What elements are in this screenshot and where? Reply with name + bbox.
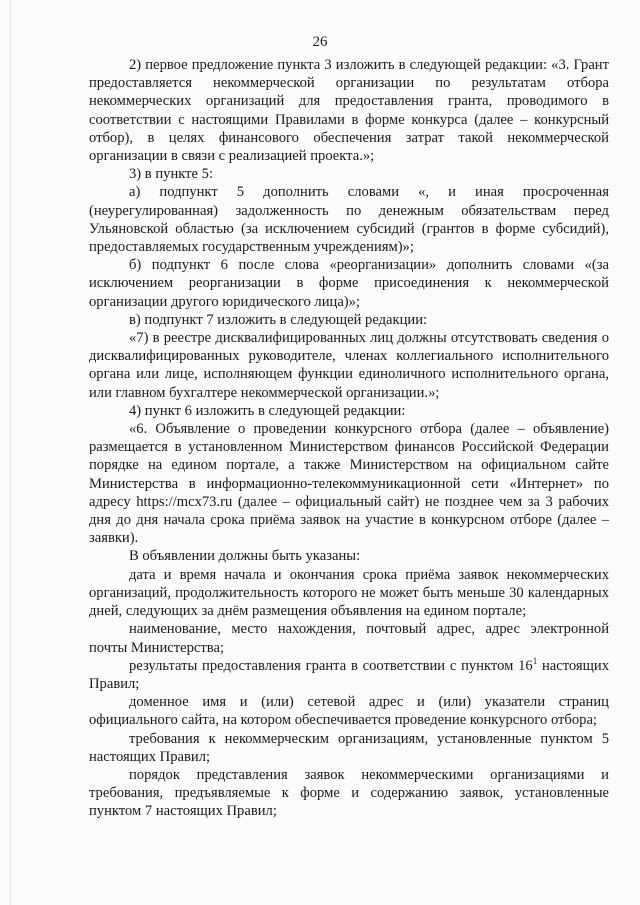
paragraph: требования к некоммерческим организациям, установленные пунктом 5 настоящих Правил; [89,730,609,765]
paragraph: а) подпункт 5 дополнить словами «, и иная просроченная (неурегулированная) задолженность по денежным обязательствам перед Ульяновской областью (за исключением субсидий (грантов в форме субсидий), предоставляемых государственным учреждениям)»; [89,184,609,256]
results-text-end: настоящих Правил; [89,657,609,692]
results-text: результаты предоставления гранта в соответствии с пунктом 16 [129,657,533,674]
paragraph: доменное имя и (или) сетевой адрес и (или) указатели страниц официального сайта, на котором обеспечивается проведение конкурсного отбора; [89,694,609,729]
paragraph: «6. Объявление о проведении конкурсного отбора (далее – объявление) размещается в установленном Министерством финансов Российской Федерации порядке на едином портале, а также Министерством на официальном сайте Министерства в информационно-телекоммуникационной сети «Интернет» по адресу https://mcx73.ru (далее – официальный сайт) не позднее чем за 3 рабочих дня до дня начала срока приёма заявок на участие в конкурсном отборе (далее – заявки). [89,421,609,547]
paragraph: В объявлении должны быть указаны: [129,548,361,565]
paragraph: в) подпункт 7 изложить в следующей редакции: [129,311,428,328]
paragraph-results [89,657,609,693]
paragraph: 2) первое предложение пункта 3 изложить в следующей редакции: «3. Грант предоставляется некоммерческой организации по результатам отбора некоммерческих организаций для предоставления гранта, проводимого в соответствии с настоящими Правилами в форме конкурса (далее – конкурсный отбор), в целях финансового обеспечения затрат такой некоммерческой организации в связи с реализацией проекта.»; [89,57,609,165]
scan-edge-line [10,0,11,905]
results-superscript: 1 [532,655,538,666]
page-number: 26 [312,34,328,50]
paragraph: «7) в реестре дисквалифицированных лиц должны отсутствовать сведения о дисквалифицированных руководителе, членах коллегиального исполнительного органа или лице, исполняющем функции единоличного исполнительного органа, или главном бухгалтере некоммерческой организации.»; [89,330,609,401]
paragraph: 4) пункт 6 изложить в следующей редакции: [129,402,406,419]
paragraph: наименование, место нахождения, почтовый адрес, адрес электронной почты Министерства; [89,621,609,656]
paragraph: 3) в пункте 5: [129,166,214,183]
paragraph: порядок представления заявок некоммерческими организациями и требования, предъявляемые к форме и содержанию заявок, установленные пунктом 7 настоящих Правил; [89,766,609,820]
document-body [89,56,609,821]
paragraph: дата и время начала и окончания срока приёма заявок некоммерческих организаций, продолжительность которого не может быть меньше 30 календарных дней, следующих за днём размещения объявления на едином портале; [89,566,609,620]
paragraph: б) подпункт 6 после слова «реорганизации» дополнить словами «(за исключением реорганизации в форме присоединения к некоммерческой организации другого юридического лица)»; [89,257,609,310]
